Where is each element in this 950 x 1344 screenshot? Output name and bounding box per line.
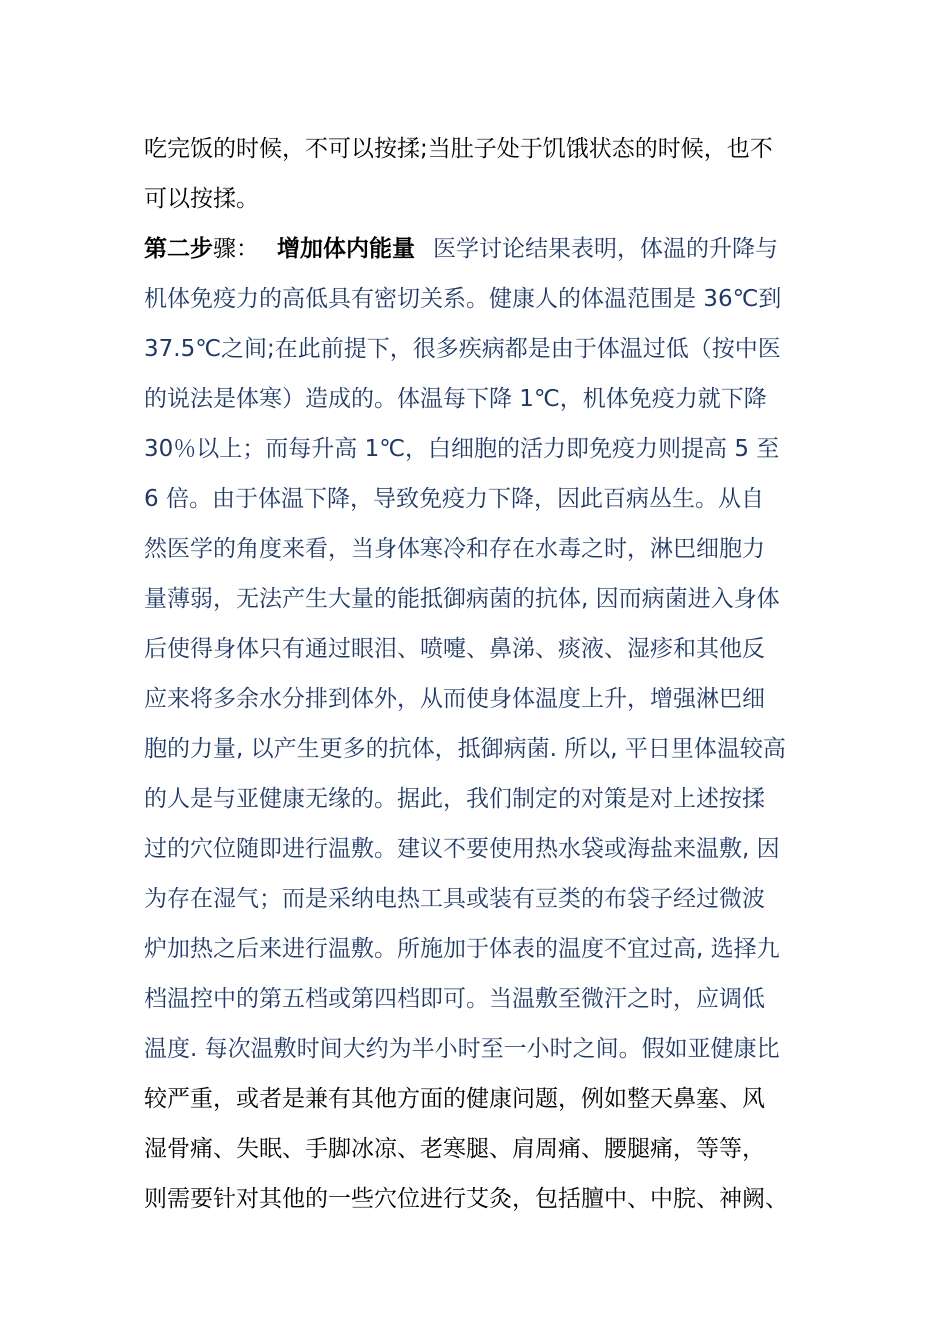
body-line: 的说法是体寒）造成的。体温每下降 1℃，机体免疫力就下降 — [144, 386, 767, 412]
body-line: 较严重，或者是兼有其他方面的健康问题，例如整天鼻塞、风 — [144, 1086, 765, 1112]
step-title: 增加体内能量 — [277, 236, 415, 262]
body-line: 过的穴位随即进行温敷。建议不要使用热水袋或海盐来温敷, 因 — [144, 836, 780, 862]
body-line: 量薄弱，无法产生大量的能抵御病菌的抗体, 因而病菌进入身体 — [144, 586, 780, 612]
body-line: 则需要针对其他的一些穴位进行艾灸，包括膻中、中脘、神阙、 — [144, 1186, 788, 1212]
body-line: 应来将多余水分排到体外，从而使身体温度上升，增强淋巴细 — [144, 686, 765, 712]
body-line: 湿骨痛、失眠、手脚冰凉、老寒腿、肩周痛、腰腿痛，等等， — [144, 1136, 765, 1162]
body-line: 胞的力量, 以产生更多的抗体，抵御病菌. 所以, 平日里体温较高 — [144, 736, 786, 762]
intro-line-1: 吃完饭的时候，不可以按揉;当肚子处于饥饿状态的时候，也不 — [144, 136, 773, 162]
document-body — [144, 124, 824, 1224]
step-label: 第二步 — [144, 236, 213, 262]
body-line: 30％以上；而每升高 1℃，白细胞的活力即免疫力则提高 5 至 — [144, 436, 780, 462]
body-line: 炉加热之后来进行温敷。所施加于体表的温度不宜过高, 选择九 — [144, 936, 780, 962]
body-line: 6 倍。由于体温下降，导致免疫力下降，因此百病丛生。从自 — [144, 486, 764, 512]
body-line: 机体免疫力的高低具有密切关系。健康人的体温范围是 36℃到 — [144, 286, 782, 312]
body-line: 温度. 每次温敷时间大约为半小时至一小时之间。假如亚健康比 — [144, 1036, 780, 1062]
body-line: 后使得身体只有通过眼泪、喷嚏、鼻涕、痰液、湿疹和其他反 — [144, 636, 765, 662]
body-line: 37.5℃之间;在此前提下，很多疾病都是由于体温过低（按中医 — [144, 336, 781, 362]
intro-line-2: 可以按揉。 — [144, 186, 259, 212]
step-label-suffix: 骤： — [213, 236, 259, 262]
step-heading-line — [144, 224, 824, 274]
body-line: 然医学的角度来看，当身体寒冷和存在水毒之时，淋巴细胞力 — [144, 536, 765, 562]
body-line: 档温控中的第五档或第四档即可。当温敷至微汗之时，应调低 — [144, 986, 765, 1012]
body-line: 为存在湿气；而是采纳电热工具或装有豆类的布袋子经过微波 — [144, 886, 765, 912]
step-body-start: 医学讨论结果表明，体温的升降与 — [433, 236, 778, 262]
body-line: 的人是与亚健康无缘的。据此，我们制定的对策是对上述按揉 — [144, 786, 765, 812]
